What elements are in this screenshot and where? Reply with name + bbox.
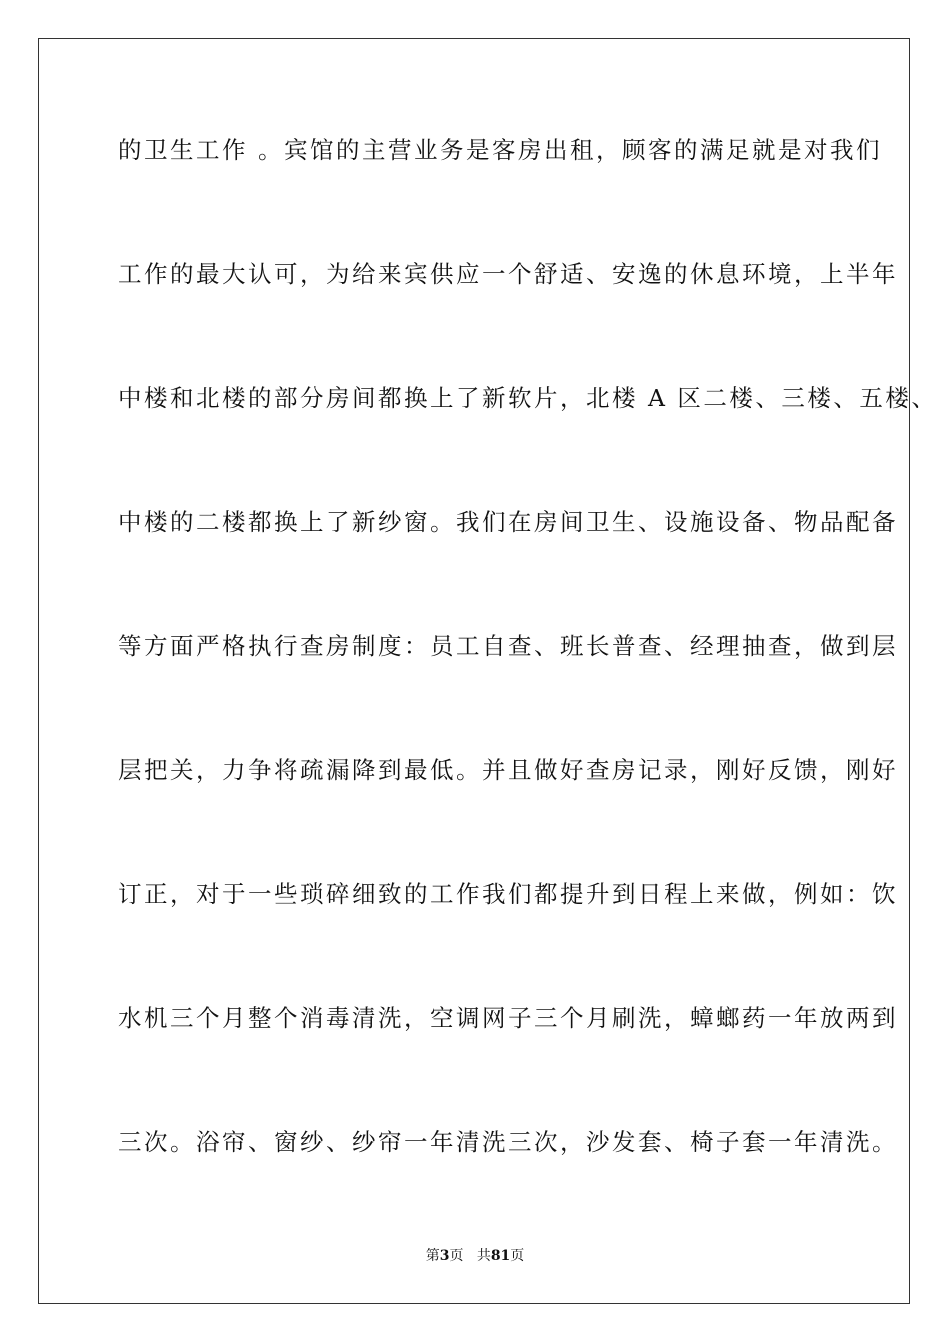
text-line: 工作的最大认可，为给来宾供应一个舒适、安逸的休息环境，上半年 [118,260,898,288]
total-prefix: 共 [476,1248,491,1264]
page-suffix: 页 [449,1248,464,1264]
text-line: 订正，对于一些琐碎细致的工作我们都提升到日程上来做，例如：饮 [118,880,898,908]
text-line: 等方面严格执行查房制度：员工自查、班长普查、经理抽查，做到层 [118,632,898,660]
page-border [38,38,910,1304]
text-line: 三次。浴帘、窗纱、纱帘一年清洗三次，沙发套、椅子套一年清洗。 [118,1128,898,1156]
total-suffix: 页 [510,1248,525,1264]
text-line: 中楼和北楼的部分房间都换上了新软片，北楼 A 区二楼、三楼、五楼、 [118,384,938,412]
text-line: 水机三个月整个消毒清洗，空调网子三个月刷洗，蟑螂药一年放两到 [118,1004,898,1032]
text-line: 层把关，力争将疏漏降到最低。并且做好查房记录，刚好反馈，刚好 [118,756,898,784]
page-footer [0,1246,950,1266]
page-number: 3 [439,1248,450,1264]
text-line: 中楼的二楼都换上了新纱窗。我们在房间卫生、设施设备、物品配备 [118,508,898,536]
page-prefix: 第 [425,1248,440,1264]
total-pages: 81 [490,1248,511,1264]
text-line: 的卫生工作 。宾馆的主营业务是客房出租，顾客的满足就是对我们 [118,136,882,164]
